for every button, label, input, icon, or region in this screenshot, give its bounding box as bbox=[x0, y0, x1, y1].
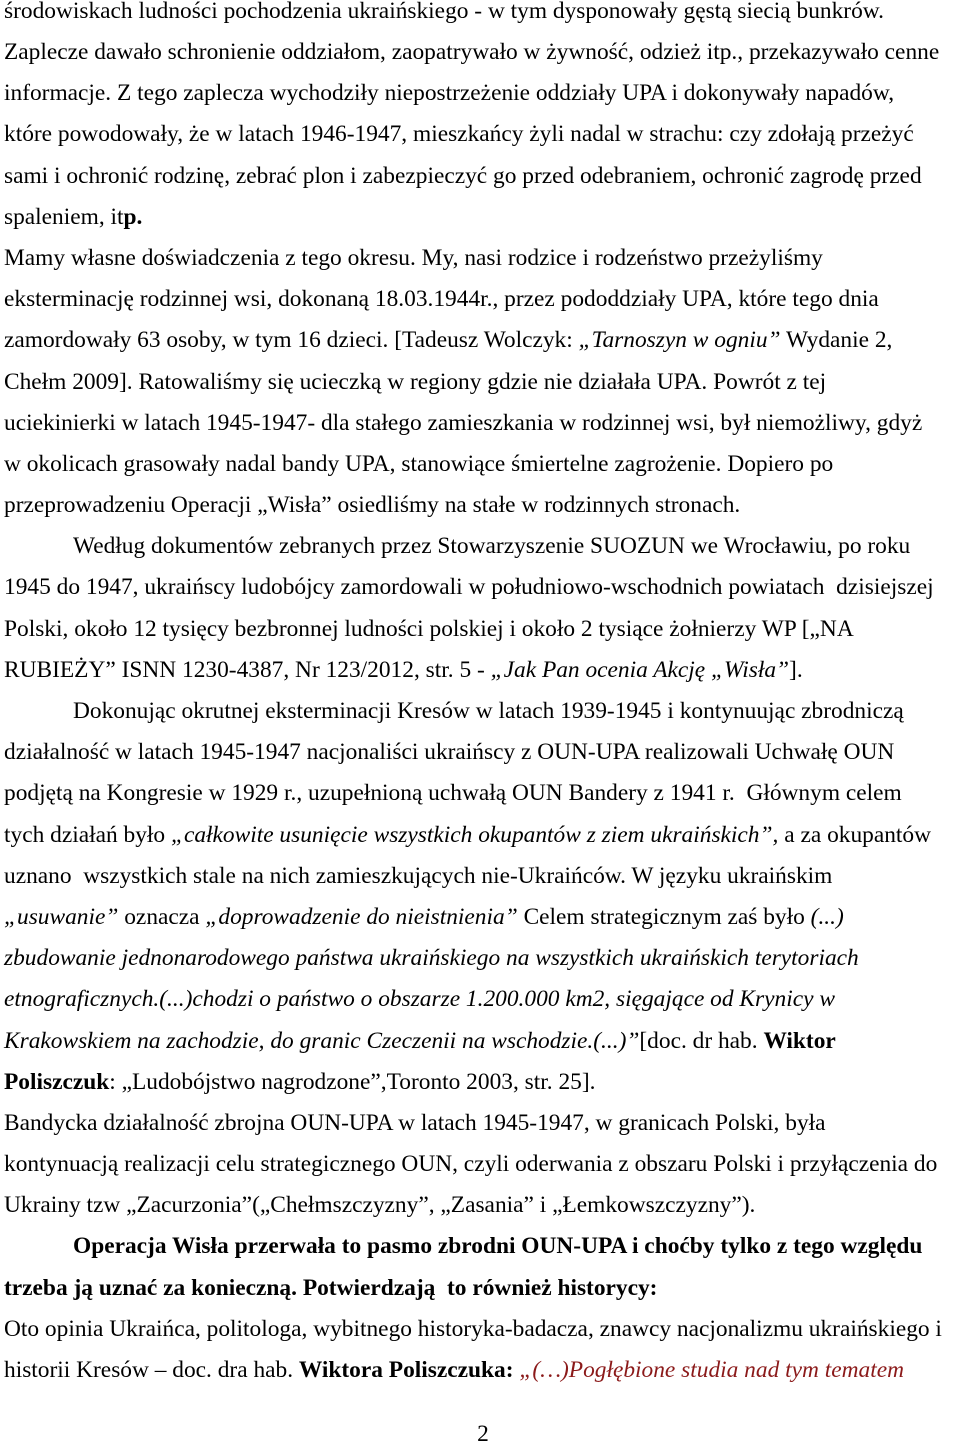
page-number: 2 bbox=[477, 1421, 489, 1447]
text-line bbox=[4, 279, 960, 320]
text-run: RUBIEŻY” ISNN 1230-4387, Nr 123/2012, str. 5 - bbox=[4, 656, 491, 683]
text-run: środowiskach ludności pochodzenia ukraińskiego - w tym dysponowały gęstą siecią bunkrów. bbox=[4, 0, 884, 24]
text-line bbox=[4, 1350, 960, 1391]
text-line bbox=[4, 32, 960, 73]
text-line bbox=[4, 156, 960, 197]
italic-text: „Jak Pan ocenia Akcję „Wisła” bbox=[490, 656, 790, 683]
paragraph bbox=[4, 238, 960, 526]
italic-text: „usuwanie” bbox=[4, 903, 119, 930]
text-run: [doc. dr hab. bbox=[639, 1027, 764, 1054]
italic-text: „całkowite usunięcie wszystkich okupantów z ziem ukraińskich”, bbox=[170, 821, 779, 848]
text-line bbox=[4, 979, 960, 1020]
paragraph bbox=[4, 1226, 960, 1308]
paragraph bbox=[4, 1309, 960, 1391]
text-line bbox=[4, 362, 960, 403]
italic-text: „Tarnoszyn w ogniu” bbox=[578, 327, 781, 354]
text-line bbox=[4, 114, 960, 155]
paragraph bbox=[4, 691, 960, 1103]
text-line bbox=[4, 856, 960, 897]
text-run: eksterminację rodzinnej wsi, dokonaną 18.03.1944r., przez pododdziały UPA, które tego dnia bbox=[4, 286, 879, 313]
text-run: Mamy własne doświadczenia z tego okresu. My, nasi rodzice i rodzeństwo przeżyliśmy bbox=[4, 244, 823, 271]
text-run: uciekinierki w latach 1945-1947- dla stałego zamieszkania w rodzinnej wsi, był niemożliwy, gdyż bbox=[4, 409, 923, 436]
text-line bbox=[4, 73, 960, 114]
text-run: Chełm 2009]. Ratowaliśmy się ucieczką w regiony gdzie nie działała UPA. Powrót z tej bbox=[4, 368, 827, 395]
text-run: Ukrainy tzw „Zacurzonia”(„Chełmszczyzny”, „Zasania” i „Łemkowszczyzny”). bbox=[4, 1192, 756, 1219]
bold-text: Wiktora Poliszczuka: bbox=[298, 1357, 514, 1383]
text-run: historii Kresów – doc. dra hab. bbox=[4, 1357, 299, 1383]
text-run: zamordowały 63 osoby, w tym 16 dzieci. [Tadeusz Wolczyk: bbox=[4, 327, 579, 354]
text-line bbox=[4, 773, 960, 814]
text-run: tych działań było bbox=[4, 821, 171, 848]
italic-quote: „(…)Pogłębione studia nad tym tematem bbox=[513, 1357, 904, 1383]
bold-text: Operacja Wisła przerwała to pasmo zbrodni OUN-UPA i choćby tylko z tego względu bbox=[73, 1233, 923, 1260]
text-line bbox=[4, 1062, 960, 1103]
paragraph bbox=[4, 526, 960, 691]
italic-text: etnograficznych.(...)chodzi o państwo o obszarze 1.200.000 km2, sięgające od Krynicy w bbox=[4, 986, 835, 1013]
text-run: podjętą na Kongresie w 1929 r., uzupełnioną uchwałą OUN Bandery z 1941 r. Głównym celem bbox=[4, 780, 902, 807]
text-line bbox=[4, 238, 960, 279]
text-run: które powodowały, że w latach 1946-1947, mieszkańcy żyli nadal w strachu: czy zdołają przeżyć bbox=[4, 121, 914, 148]
text-line bbox=[4, 444, 960, 485]
italic-text: „doprowadzenie do nieistnienia” bbox=[205, 903, 518, 930]
text-line bbox=[4, 526, 960, 567]
text-run: przeprowadzeniu Operacji „Wisła” osiedliśmy na stałe w rodzinnych stronach. bbox=[4, 492, 741, 519]
text-run: Celem strategicznym zaś było bbox=[517, 903, 811, 930]
bold-text: p. bbox=[123, 203, 143, 230]
text-line bbox=[4, 485, 960, 526]
text-line bbox=[4, 732, 960, 773]
italic-text: (...) bbox=[810, 903, 844, 930]
document-page bbox=[4, 0, 960, 1391]
text-run: sami i ochronić rodzinę, zebrać plon i zabezpieczyć go przed odebraniem, ochronić zagrodę przed bbox=[4, 162, 922, 189]
text-run: Polski, około 12 tysięcy bezbronnej ludności polskiej i około 2 tysiące żołnierzy WP [„NA bbox=[4, 615, 854, 642]
text-line bbox=[4, 1309, 960, 1350]
text-line bbox=[4, 320, 960, 361]
text-line bbox=[4, 897, 960, 938]
text-line bbox=[4, 567, 960, 608]
text-run: Dokonując okrutnej eksterminacji Kresów w latach 1939-1945 i kontynuując zbrodniczą bbox=[73, 698, 904, 724]
text-run: ]. bbox=[789, 656, 803, 683]
italic-text: Krakowskiem na zachodzie, do granic Czeczenii na wschodzie.(...)” bbox=[4, 1027, 640, 1054]
text-run: Oto opinia Ukraińca, politologa, wybitnego historyka-badacza, znawcy nacjonalizmu ukraińskiego i bbox=[4, 1315, 942, 1342]
text-line bbox=[4, 691, 960, 732]
text-run: 1945 do 1947, ukraińscy ludobójcy zamordowali w południowo-wschodnich powiatach dzisiejszej bbox=[4, 574, 934, 601]
text-line bbox=[4, 650, 960, 691]
text-run: : „Ludobójstwo nagrodzone”,Toronto 2003, str. 25]. bbox=[109, 1068, 596, 1095]
text-run: Bandycka działalność zbrojna OUN-UPA w latach 1945-1947, w granicach Polski, była bbox=[4, 1109, 826, 1136]
text-line bbox=[4, 1103, 960, 1144]
paragraph bbox=[4, 0, 960, 238]
text-run: w okolicach grasowały nadal bandy UPA, stanowiące śmiertelne zagrożenie. Dopiero po bbox=[4, 450, 834, 477]
text-line bbox=[4, 1144, 960, 1185]
text-run: działalność w latach 1945-1947 nacjonaliści ukraińscy z OUN-UPA realizowali Uchwałę OUN bbox=[4, 739, 895, 766]
italic-text: zbudowanie jednonarodowego państwa ukraińskiego na wszystkich ukraińskich terytoriach bbox=[4, 945, 859, 972]
text-line bbox=[4, 938, 960, 979]
text-run: Wydanie 2, bbox=[780, 327, 893, 354]
text-line bbox=[4, 815, 960, 856]
text-run: oznacza bbox=[118, 903, 206, 930]
text-run: kontynuacją realizacji celu strategicznego OUN, czyli oderwania z obszaru Polski i przyłączenia do bbox=[4, 1151, 938, 1178]
text-line bbox=[4, 1185, 960, 1226]
paragraph bbox=[4, 1103, 960, 1227]
text-line bbox=[4, 403, 960, 444]
text-line bbox=[4, 197, 960, 238]
bold-text: trzeba ją uznać za konieczną. Potwierdzają to również historycy: bbox=[4, 1274, 658, 1301]
text-run: informacje. Z tego zaplecza wychodziły niepostrzeżenie oddziały UPA i dokonywały napadów, bbox=[4, 80, 895, 107]
text-line bbox=[4, 1226, 960, 1267]
text-run: Zaplecze dawało schronienie oddziałom, zaopatrywało w żywność, odzież itp., przekazywało cenne bbox=[4, 39, 940, 65]
text-line bbox=[4, 0, 960, 32]
text-run: uznano wszystkich stale na nich zamieszkujących nie-Ukraińców. W języku ukraińskim bbox=[4, 862, 833, 889]
bold-text: Poliszczuk bbox=[4, 1068, 110, 1095]
text-line bbox=[4, 1021, 960, 1062]
text-run: a za okupantów bbox=[778, 821, 932, 848]
text-line bbox=[4, 609, 960, 650]
bold-text: Wiktor bbox=[763, 1027, 836, 1054]
text-run: Według dokumentów zebranych przez Stowarzyszenie SUOZUN we Wrocławiu, po roku bbox=[73, 533, 911, 560]
text-line bbox=[4, 1268, 960, 1309]
text-run: spaleniem, it bbox=[4, 203, 124, 230]
